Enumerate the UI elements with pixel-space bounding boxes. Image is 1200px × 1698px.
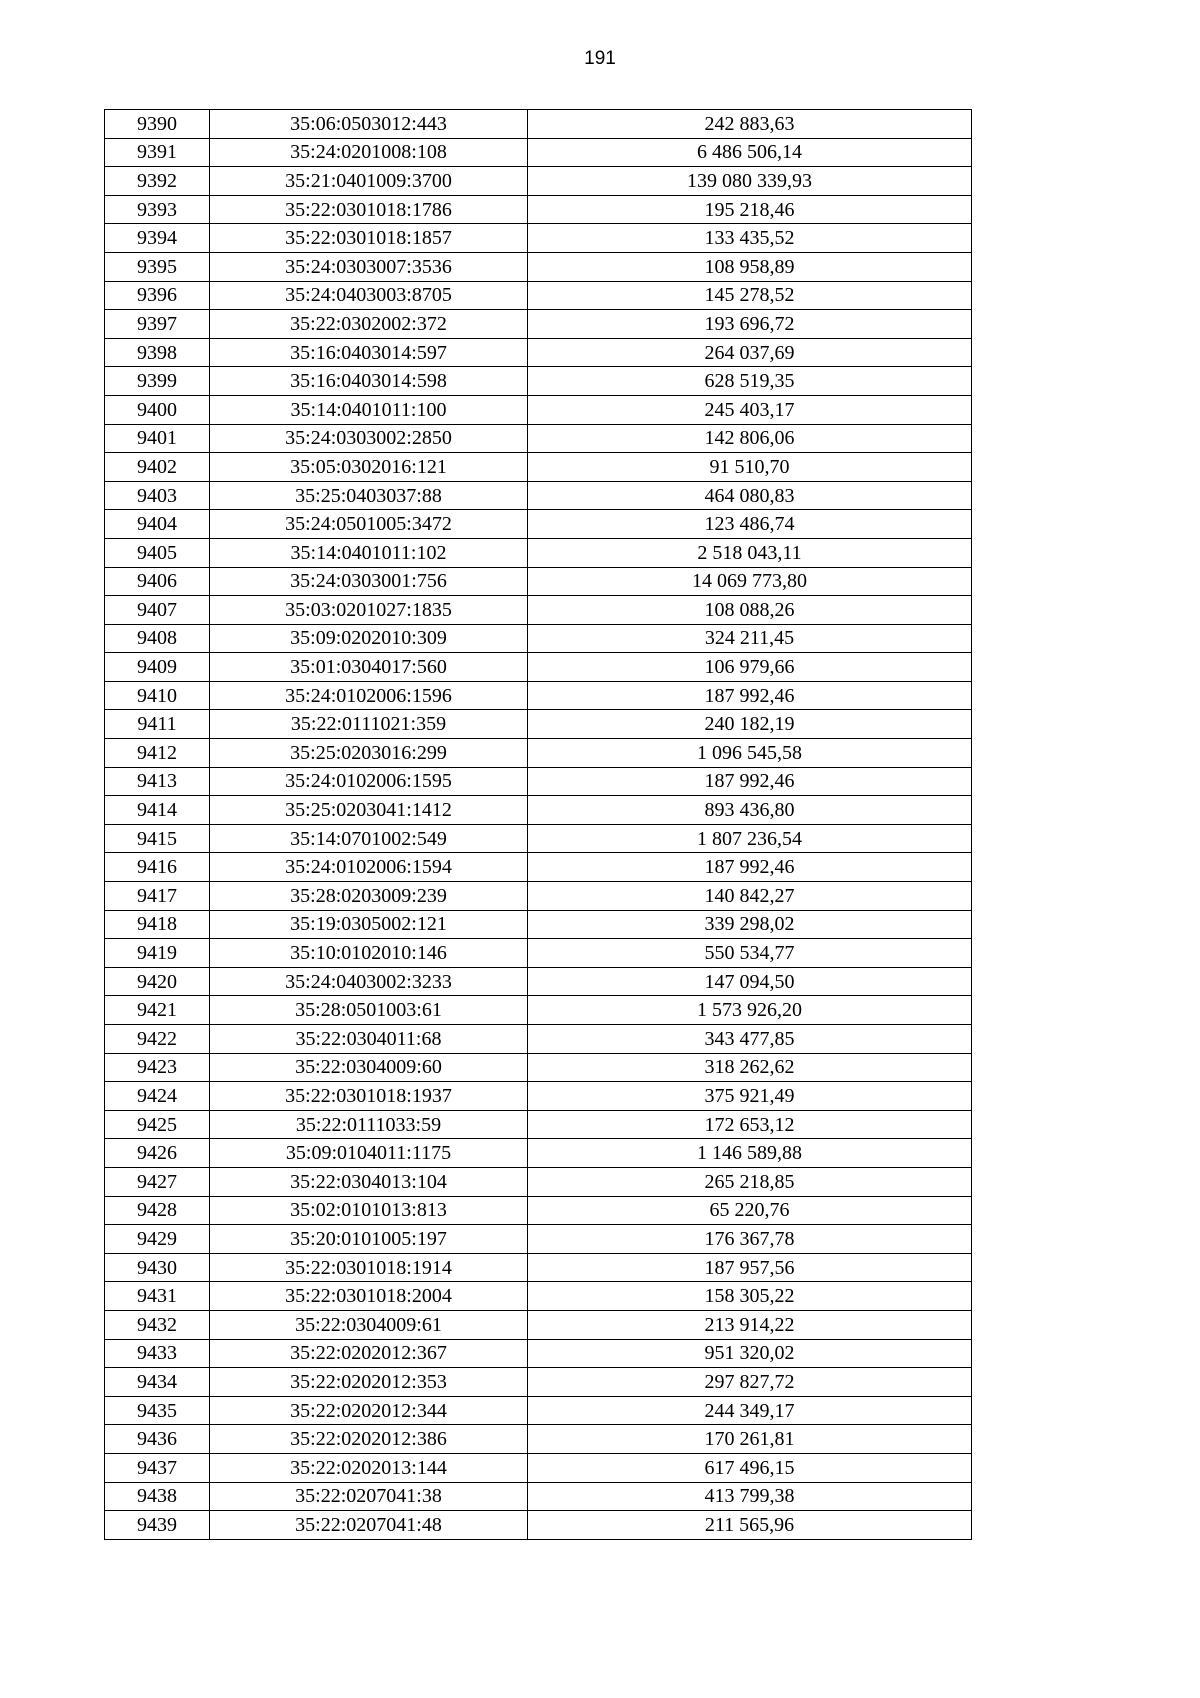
row-number-cell: 9412 — [105, 739, 210, 768]
row-number-cell: 9430 — [105, 1253, 210, 1282]
cadastral-value-cell: 187 992,46 — [528, 853, 972, 882]
cadastral-value-cell: 893 436,80 — [528, 796, 972, 825]
cadastral-value-cell: 172 653,12 — [528, 1110, 972, 1139]
row-number-cell: 9401 — [105, 424, 210, 453]
row-number-cell: 9391 — [105, 138, 210, 167]
row-number-cell: 9432 — [105, 1310, 210, 1339]
table-row — [105, 882, 972, 911]
cadastral-value-cell: 297 827,72 — [528, 1368, 972, 1397]
table-row — [105, 252, 972, 281]
cadastral-number-cell: 35:16:0403014:597 — [210, 338, 528, 367]
cadastral-value-cell: 187 957,56 — [528, 1253, 972, 1282]
table-row — [105, 167, 972, 196]
cadastral-number-cell: 35:22:0302002:372 — [210, 310, 528, 339]
cadastral-number-cell: 35:05:0302016:121 — [210, 453, 528, 482]
row-number-cell: 9422 — [105, 1025, 210, 1054]
cadastral-number-cell: 35:22:0304013:104 — [210, 1167, 528, 1196]
cadastral-number-cell: 35:22:0301018:2004 — [210, 1282, 528, 1311]
row-number-cell: 9438 — [105, 1482, 210, 1511]
cadastral-value-cell: 108 958,89 — [528, 252, 972, 281]
table-row — [105, 110, 972, 139]
cadastral-value-cell: 142 806,06 — [528, 424, 972, 453]
cadastral-value-cell: 6 486 506,14 — [528, 138, 972, 167]
table-row — [105, 1225, 972, 1254]
table-row — [105, 567, 972, 596]
cadastral-value-cell: 193 696,72 — [528, 310, 972, 339]
table-row — [105, 996, 972, 1025]
row-number-cell: 9418 — [105, 910, 210, 939]
table-row — [105, 1482, 972, 1511]
row-number-cell: 9417 — [105, 882, 210, 911]
cadastral-value-cell: 170 261,81 — [528, 1425, 972, 1454]
cadastral-value-cell: 65 220,76 — [528, 1196, 972, 1225]
cadastral-number-cell: 35:28:0501003:61 — [210, 996, 528, 1025]
cadastral-value-cell: 324 211,45 — [528, 624, 972, 653]
table-row — [105, 1253, 972, 1282]
cadastral-number-cell: 35:22:0111033:59 — [210, 1110, 528, 1139]
row-number-cell: 9423 — [105, 1053, 210, 1082]
table-body — [105, 110, 972, 1540]
row-number-cell: 9434 — [105, 1368, 210, 1397]
row-number-cell: 9413 — [105, 767, 210, 796]
cadastral-number-cell: 35:09:0104011:1175 — [210, 1139, 528, 1168]
table-row — [105, 224, 972, 253]
table-row — [105, 681, 972, 710]
cadastral-value-cell: 140 842,27 — [528, 882, 972, 911]
cadastral-value-cell: 145 278,52 — [528, 281, 972, 310]
table-row — [105, 767, 972, 796]
row-number-cell: 9395 — [105, 252, 210, 281]
cadastral-value-cell: 211 565,96 — [528, 1511, 972, 1540]
cadastral-number-cell: 35:06:0503012:443 — [210, 110, 528, 139]
table-row — [105, 453, 972, 482]
cadastral-number-cell: 35:25:0403037:88 — [210, 481, 528, 510]
cadastral-value-cell: 318 262,62 — [528, 1053, 972, 1082]
cadastral-value-cell: 213 914,22 — [528, 1310, 972, 1339]
cadastral-number-cell: 35:25:0203041:1412 — [210, 796, 528, 825]
cadastral-number-cell: 35:09:0202010:309 — [210, 624, 528, 653]
table-row — [105, 967, 972, 996]
row-number-cell: 9390 — [105, 110, 210, 139]
table-row — [105, 424, 972, 453]
cadastral-value-cell: 265 218,85 — [528, 1167, 972, 1196]
table-row — [105, 1053, 972, 1082]
table-row — [105, 653, 972, 682]
row-number-cell: 9421 — [105, 996, 210, 1025]
row-number-cell: 9431 — [105, 1282, 210, 1311]
table-row — [105, 395, 972, 424]
cadastral-number-cell: 35:22:0202012:353 — [210, 1368, 528, 1397]
cadastral-value-cell: 550 534,77 — [528, 939, 972, 968]
row-number-cell: 9428 — [105, 1196, 210, 1225]
cadastral-value-table — [104, 109, 972, 1540]
cadastral-value-cell: 240 182,19 — [528, 710, 972, 739]
cadastral-value-cell: 139 080 339,93 — [528, 167, 972, 196]
row-number-cell: 9436 — [105, 1425, 210, 1454]
cadastral-number-cell: 35:22:0304011:68 — [210, 1025, 528, 1054]
row-number-cell: 9414 — [105, 796, 210, 825]
cadastral-value-cell: 343 477,85 — [528, 1025, 972, 1054]
cadastral-value-cell: 617 496,15 — [528, 1453, 972, 1482]
row-number-cell: 9406 — [105, 567, 210, 596]
cadastral-value-cell: 245 403,17 — [528, 395, 972, 424]
cadastral-number-cell: 35:16:0403014:598 — [210, 367, 528, 396]
table-row — [105, 510, 972, 539]
cadastral-value-cell: 375 921,49 — [528, 1082, 972, 1111]
cadastral-number-cell: 35:22:0304009:61 — [210, 1310, 528, 1339]
table-row — [105, 1310, 972, 1339]
cadastral-number-cell: 35:22:0301018:1937 — [210, 1082, 528, 1111]
cadastral-value-cell: 1 573 926,20 — [528, 996, 972, 1025]
row-number-cell: 9397 — [105, 310, 210, 339]
cadastral-value-cell: 147 094,50 — [528, 967, 972, 996]
table-row — [105, 1139, 972, 1168]
cadastral-number-cell: 35:22:0202012:386 — [210, 1425, 528, 1454]
table-row — [105, 1511, 972, 1540]
table-row — [105, 1082, 972, 1111]
table-row — [105, 796, 972, 825]
cadastral-number-cell: 35:24:0303001:756 — [210, 567, 528, 596]
row-number-cell: 9407 — [105, 596, 210, 625]
table-row — [105, 1196, 972, 1225]
cadastral-value-cell: 108 088,26 — [528, 596, 972, 625]
cadastral-value-cell: 464 080,83 — [528, 481, 972, 510]
table-row — [105, 939, 972, 968]
cadastral-number-cell: 35:22:0207041:48 — [210, 1511, 528, 1540]
table-row — [105, 281, 972, 310]
row-number-cell: 9402 — [105, 453, 210, 482]
table-row — [105, 1167, 972, 1196]
row-number-cell: 9392 — [105, 167, 210, 196]
row-number-cell: 9408 — [105, 624, 210, 653]
row-number-cell: 9433 — [105, 1339, 210, 1368]
table-row — [105, 1396, 972, 1425]
cadastral-number-cell: 35:24:0102006:1594 — [210, 853, 528, 882]
row-number-cell: 9409 — [105, 653, 210, 682]
table-row — [105, 538, 972, 567]
cadastral-number-cell: 35:22:0111021:359 — [210, 710, 528, 739]
row-number-cell: 9435 — [105, 1396, 210, 1425]
cadastral-number-cell: 35:24:0102006:1595 — [210, 767, 528, 796]
table-row — [105, 1282, 972, 1311]
cadastral-number-cell: 35:20:0101005:197 — [210, 1225, 528, 1254]
cadastral-value-cell: 1 096 545,58 — [528, 739, 972, 768]
row-number-cell: 9427 — [105, 1167, 210, 1196]
cadastral-number-cell: 35:22:0301018:1786 — [210, 195, 528, 224]
row-number-cell: 9416 — [105, 853, 210, 882]
table-row — [105, 195, 972, 224]
row-number-cell: 9419 — [105, 939, 210, 968]
cadastral-number-cell: 35:01:0304017:560 — [210, 653, 528, 682]
cadastral-value-cell: 1 807 236,54 — [528, 824, 972, 853]
table-row — [105, 338, 972, 367]
cadastral-value-cell: 14 069 773,80 — [528, 567, 972, 596]
row-number-cell: 9437 — [105, 1453, 210, 1482]
cadastral-number-cell: 35:28:0203009:239 — [210, 882, 528, 911]
cadastral-value-cell: 106 979,66 — [528, 653, 972, 682]
cadastral-number-cell: 35:03:0201027:1835 — [210, 596, 528, 625]
cadastral-number-cell: 35:22:0202012:367 — [210, 1339, 528, 1368]
cadastral-value-cell: 264 037,69 — [528, 338, 972, 367]
row-number-cell: 9403 — [105, 481, 210, 510]
cadastral-value-cell: 242 883,63 — [528, 110, 972, 139]
cadastral-number-cell: 35:24:0303007:3536 — [210, 252, 528, 281]
table-row — [105, 1025, 972, 1054]
cadastral-value-cell: 123 486,74 — [528, 510, 972, 539]
row-number-cell: 9415 — [105, 824, 210, 853]
table-row — [105, 1110, 972, 1139]
row-number-cell: 9439 — [105, 1511, 210, 1540]
cadastral-number-cell: 35:22:0202013:144 — [210, 1453, 528, 1482]
cadastral-number-cell: 35:22:0301018:1914 — [210, 1253, 528, 1282]
row-number-cell: 9405 — [105, 538, 210, 567]
cadastral-number-cell: 35:14:0701002:549 — [210, 824, 528, 853]
cadastral-value-cell: 2 518 043,11 — [528, 538, 972, 567]
row-number-cell: 9393 — [105, 195, 210, 224]
table-row — [105, 624, 972, 653]
row-number-cell: 9394 — [105, 224, 210, 253]
row-number-cell: 9399 — [105, 367, 210, 396]
row-number-cell: 9426 — [105, 1139, 210, 1168]
cadastral-number-cell: 35:22:0304009:60 — [210, 1053, 528, 1082]
cadastral-number-cell: 35:25:0203016:299 — [210, 739, 528, 768]
cadastral-number-cell: 35:24:0403002:3233 — [210, 967, 528, 996]
table-row — [105, 824, 972, 853]
table-row — [105, 596, 972, 625]
table-row — [105, 710, 972, 739]
row-number-cell: 9425 — [105, 1110, 210, 1139]
row-number-cell: 9396 — [105, 281, 210, 310]
cadastral-value-cell: 187 992,46 — [528, 681, 972, 710]
cadastral-number-cell: 35:10:0102010:146 — [210, 939, 528, 968]
row-number-cell: 9429 — [105, 1225, 210, 1254]
cadastral-number-cell: 35:14:0401011:100 — [210, 395, 528, 424]
cadastral-value-cell: 413 799,38 — [528, 1482, 972, 1511]
cadastral-number-cell: 35:21:0401009:3700 — [210, 167, 528, 196]
cadastral-number-cell: 35:24:0102006:1596 — [210, 681, 528, 710]
row-number-cell: 9424 — [105, 1082, 210, 1111]
cadastral-value-cell: 628 519,35 — [528, 367, 972, 396]
table-row — [105, 1368, 972, 1397]
table-row — [105, 1339, 972, 1368]
cadastral-number-cell: 35:22:0207041:38 — [210, 1482, 528, 1511]
cadastral-value-cell: 91 510,70 — [528, 453, 972, 482]
cadastral-number-cell: 35:24:0403003:8705 — [210, 281, 528, 310]
cadastral-number-cell: 35:24:0201008:108 — [210, 138, 528, 167]
page-number: 191 — [584, 48, 616, 69]
table-row — [105, 1425, 972, 1454]
table-row — [105, 367, 972, 396]
cadastral-value-cell: 158 305,22 — [528, 1282, 972, 1311]
cadastral-value-cell: 951 320,02 — [528, 1339, 972, 1368]
table-row — [105, 910, 972, 939]
cadastral-number-cell: 35:22:0202012:344 — [210, 1396, 528, 1425]
cadastral-value-cell: 133 435,52 — [528, 224, 972, 253]
row-number-cell: 9411 — [105, 710, 210, 739]
table-row — [105, 138, 972, 167]
row-number-cell: 9400 — [105, 395, 210, 424]
cadastral-number-cell: 35:24:0501005:3472 — [210, 510, 528, 539]
row-number-cell: 9420 — [105, 967, 210, 996]
table-row — [105, 1453, 972, 1482]
table-row — [105, 739, 972, 768]
cadastral-value-cell: 187 992,46 — [528, 767, 972, 796]
table-row — [105, 310, 972, 339]
table-row — [105, 481, 972, 510]
row-number-cell: 9404 — [105, 510, 210, 539]
cadastral-number-cell: 35:14:0401011:102 — [210, 538, 528, 567]
cadastral-value-cell: 339 298,02 — [528, 910, 972, 939]
cadastral-number-cell: 35:24:0303002:2850 — [210, 424, 528, 453]
row-number-cell: 9398 — [105, 338, 210, 367]
cadastral-value-cell: 195 218,46 — [528, 195, 972, 224]
cadastral-number-cell: 35:22:0301018:1857 — [210, 224, 528, 253]
cadastral-value-cell: 244 349,17 — [528, 1396, 972, 1425]
table-row — [105, 853, 972, 882]
row-number-cell: 9410 — [105, 681, 210, 710]
cadastral-value-cell: 1 146 589,88 — [528, 1139, 972, 1168]
cadastral-number-cell: 35:19:0305002:121 — [210, 910, 528, 939]
cadastral-number-cell: 35:02:0101013:813 — [210, 1196, 528, 1225]
cadastral-value-cell: 176 367,78 — [528, 1225, 972, 1254]
